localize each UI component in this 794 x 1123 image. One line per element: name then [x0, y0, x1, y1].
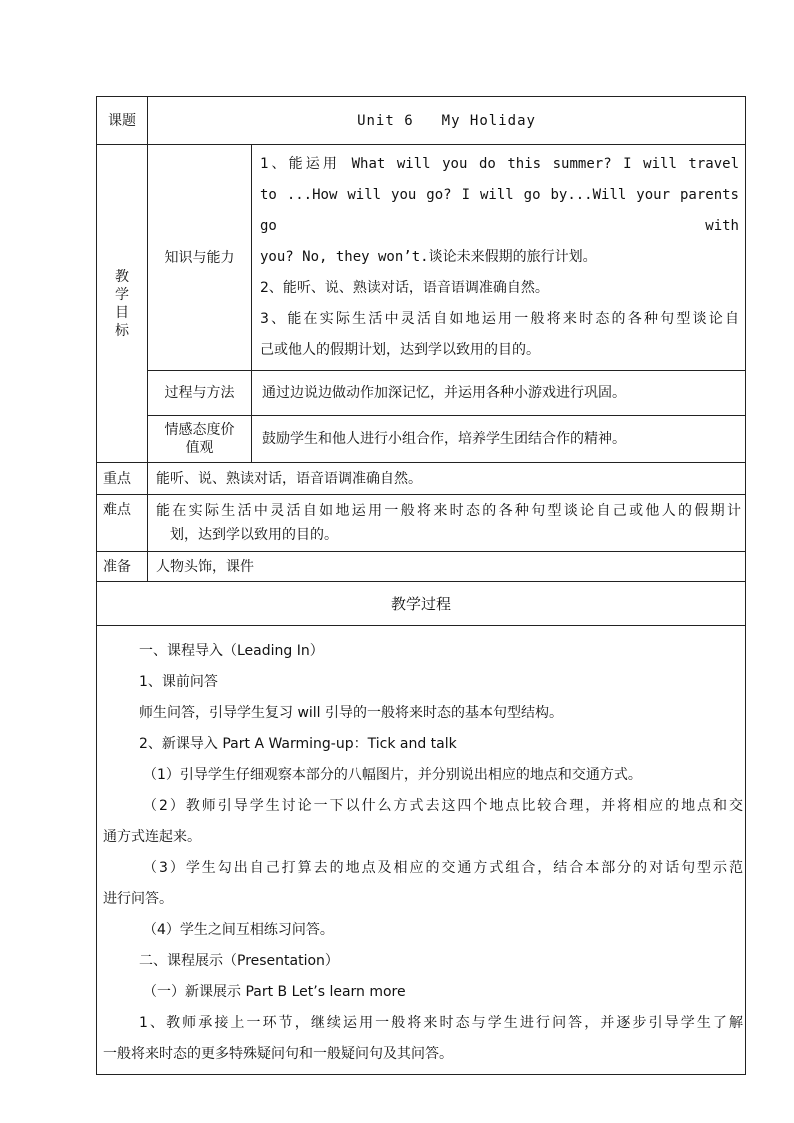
unit-number: Unit 6 — [357, 112, 414, 129]
process-line: 师生问答，引导学生复习 will 引导的一般将来时态的基本句型结构。 — [139, 705, 564, 721]
preparation-row — [97, 552, 746, 582]
key-points-text: 能听、说、熟读对话，语音语调准确自然。 — [148, 463, 746, 495]
process-method-row — [97, 371, 746, 416]
process-heading-row — [97, 582, 746, 626]
emotion-row — [97, 416, 746, 463]
process-line: 1、教师承接上一环节，继续运用一般将来时态与学生进行问答，并逐步引导学生了解 — [139, 1015, 743, 1031]
emotion-label — [148, 416, 252, 463]
process-line: 1、课前问答 — [139, 674, 218, 690]
objectives-label-char: 目 — [115, 304, 129, 321]
process-line: （3）学生勾出自己打算去的地点及相应的交通方式组合，结合本部分的对话句型示范 — [143, 860, 743, 876]
process-line: 进行问答。 — [103, 891, 173, 907]
knowledge-line: 3、能在实际生活中灵活自如地运用一般将来时态的各种句型谈论自 — [260, 311, 739, 327]
process-method-label: 过程与方法 — [148, 371, 252, 416]
difficulties-row — [97, 495, 746, 552]
knowledge-line: 己或他人的假期计划，达到学以致用的目的。 — [260, 342, 540, 358]
difficulties-text — [148, 495, 746, 552]
knowledge-line: you? No, they won’t.谈论未来假期的旅行计划。 — [260, 249, 597, 265]
process-method-text: 通过边说边做动作加深记忆，并运用各种小游戏进行巩固。 — [252, 371, 746, 416]
process-line: （4）学生之间互相练习问答。 — [143, 922, 334, 938]
process-line: 一、课程导入（Leading In） — [139, 643, 324, 659]
knowledge-line: 1、能运用 What will you do this summer? I will travel — [260, 156, 739, 172]
emotion-label-line: 情感态度价 — [164, 422, 235, 438]
knowledge-label: 知识与能力 — [148, 145, 252, 371]
key-points-label: 重点 — [97, 463, 148, 495]
emotion-text: 鼓励学生和他人进行小组合作，培养学生团结合作的精神。 — [252, 416, 746, 463]
objectives-label-char: 学 — [115, 286, 129, 303]
difficulties-label: 难点 — [97, 495, 148, 552]
topic-label: 课题 — [97, 97, 148, 145]
objectives-label-char: 教 — [115, 268, 129, 285]
process-line: （2）教师引导学生讨论一下以什么方式去这四个地点比较合理，并将相应的地点和交 — [143, 798, 743, 814]
topic-row — [97, 97, 746, 145]
lesson-plan-table — [96, 96, 746, 1075]
unit-name: My Holiday — [441, 112, 536, 129]
preparation-text: 人物头饰，课件 — [148, 552, 746, 582]
key-points-row — [97, 463, 746, 495]
process-line: 一般将来时态的更多特殊疑问句和一般疑问句及其问答。 — [103, 1046, 453, 1062]
difficulties-line: 划，达到学以致用的目的。 — [170, 527, 338, 543]
process-line: （1）引导学生仔细观察本部分的八幅图片，并分别说出相应的地点和交通方式。 — [143, 767, 642, 783]
process-line: 二、课程展示（Presentation） — [139, 953, 339, 969]
process-heading: 教学过程 — [97, 582, 746, 626]
process-line: 通方式连起来。 — [103, 829, 201, 845]
objectives-label-char: 标 — [115, 322, 129, 339]
knowledge-line: to ...How will you go? I will go by...Will your parents go with — [260, 187, 739, 234]
process-content — [97, 626, 746, 1075]
knowledge-line: 2、能听、说、熟读对话，语音语调准确自然。 — [260, 280, 549, 296]
emotion-label-line: 值观 — [185, 440, 214, 456]
lesson-title — [148, 97, 746, 145]
process-content-row — [97, 626, 746, 1075]
process-line: 2、新课导入 Part A Warming-up：Tick and talk — [139, 736, 457, 752]
process-line: （一）新课展示 Part B Let’s learn more — [143, 984, 406, 1000]
knowledge-row — [97, 145, 746, 371]
difficulties-line: 能在实际生活中灵活自如地运用一般将来时态的各种句型谈论自己或他人的假期计 — [156, 503, 741, 519]
preparation-label: 准备 — [97, 552, 148, 582]
objectives-label — [97, 145, 148, 463]
knowledge-content — [252, 145, 746, 371]
